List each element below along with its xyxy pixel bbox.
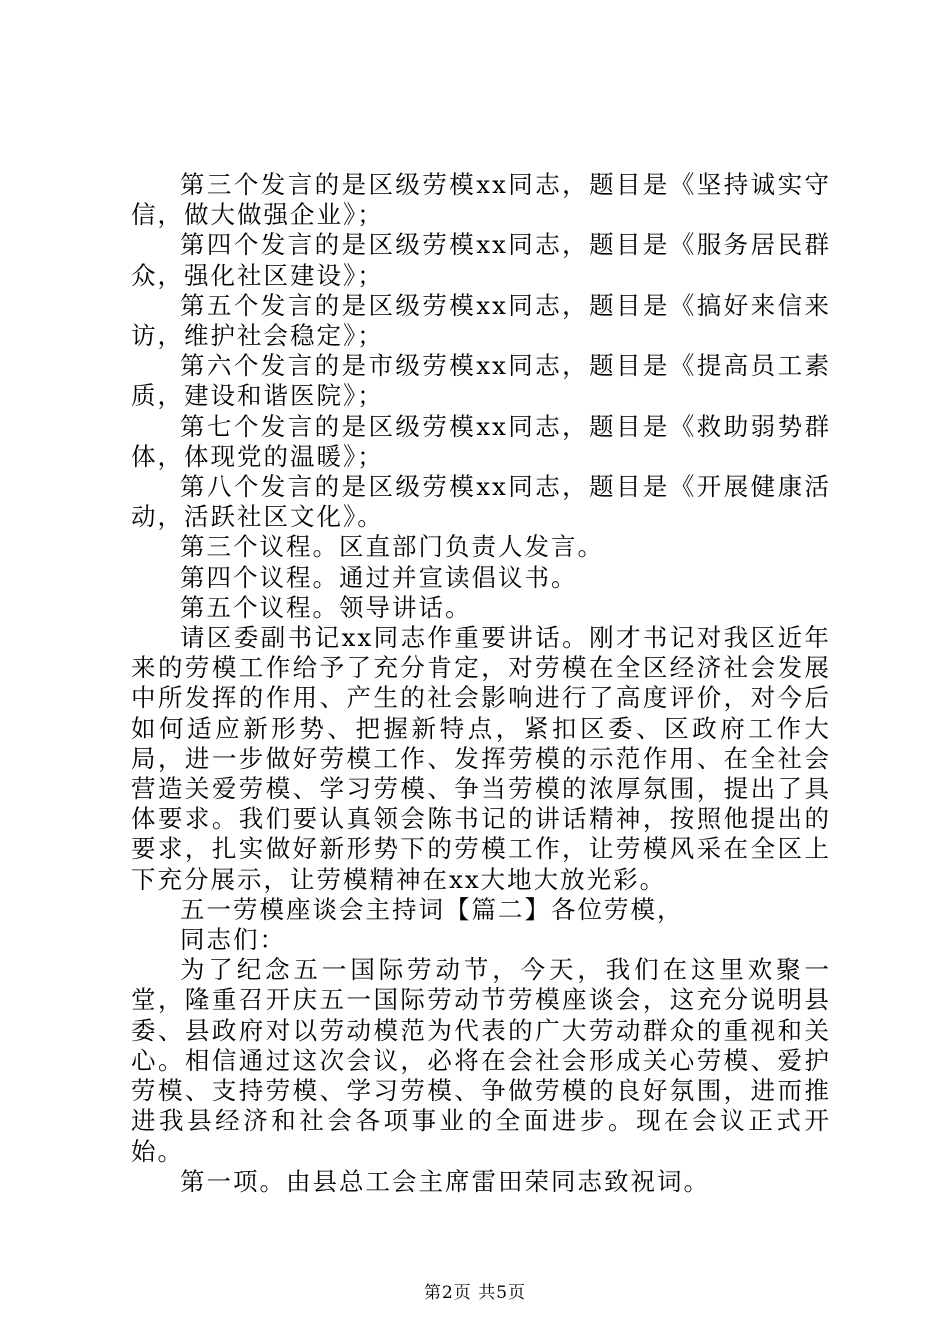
paragraph-speaker-6: 第六个发言的是市级劳模xx同志，题目是《提高员工素质，建设和谐医院》； <box>131 351 831 411</box>
paragraph-speaker-4: 第四个发言的是区级劳模xx同志，题目是《服务居民群众，强化社区建设》； <box>131 230 831 290</box>
page-number: 第2页 共5页 <box>423 1283 527 1303</box>
paragraph-agenda-4: 第四个议程。通过并宣读倡议书。 <box>180 562 578 592</box>
paragraph-leader-speech: 请区委副书记xx同志作重要讲话。刚才书记对我区近年来的劳模工作给予了充分肯定，对劳模在全区经济社会发展中所发挥的作用、产生的社会影响进行了高度评价，对今后如何适应新形势、把握新特点，紧扣区委、区政府工作大局，进一步做好劳模工作、发挥劳模的示范作用、在全社会营造关爱劳模、学习劳模、争当劳模的浓厚氛围，提出了具体要求。我们要认真领会陈书记的讲话精神，按照他提出的要求，扎实做好新形势下的劳模工作，让劳模风采在全区上下充分展示，让劳模精神在xx大地大放光彩。 <box>131 623 831 894</box>
paragraph-item-1: 第一项。由县总工会主席雷田荣同志致祝词。 <box>180 1166 710 1196</box>
paragraph-agenda-5: 第五个议程。领导讲话。 <box>180 592 472 622</box>
page-footer <box>0 1282 950 1304</box>
paragraph-speaker-3: 第三个发言的是区级劳模xx同志，题目是《坚持诚实守信，做大做强企业》； <box>131 170 831 230</box>
paragraph-speaker-5: 第五个发言的是区级劳模xx同志，题目是《搞好来信来访，维护社会稳定》； <box>131 290 831 351</box>
paragraph-agenda-3: 第三个议程。区直部门负责人发言。 <box>180 532 604 562</box>
paragraph-speaker-8: 第八个发言的是区级劳模xx同志，题目是《开展健康活动，活跃社区文化》。 <box>131 472 831 532</box>
paragraph-opening: 为了纪念五一国际劳动节，今天，我们在这里欢聚一堂，隆重召开庆五一国际劳动节劳模座谈会，这充分说明县委、县政府对以劳动模范为代表的广大劳动群众的重视和关心。相信通过这次会议，必将在会社会形成关心劳模、爱护劳模、支持劳模、学习劳模、争做劳模的良好氛围，进而推进我县经济和社会各项事业的全面进步。现在会议正式开始。 <box>131 955 831 1166</box>
paragraph-speaker-7: 第七个发言的是区级劳模xx同志，题目是《救助弱势群体，体现党的温暖》； <box>131 411 831 471</box>
document-body <box>131 170 831 1197</box>
paragraph-section-two-heading: 五一劳模座谈会主持词【篇二】各位劳模， <box>180 894 684 924</box>
paragraph-salutation: 同志们： <box>180 925 286 955</box>
